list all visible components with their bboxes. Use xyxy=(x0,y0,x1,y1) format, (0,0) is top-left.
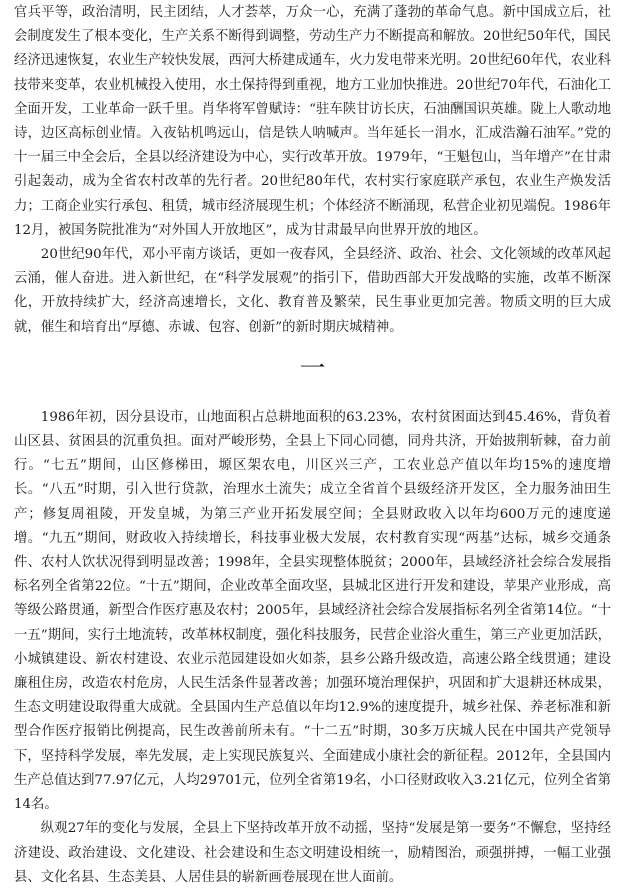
paragraph-1990s: 20世纪90年代，邓小平南方谈话，更如一夜春风，全县经济、政治、社会、文化领域的改革风起云涌，催人奋进。进入新世纪，在“科学发展观”的指引下，借助西部大开发战略的实施，改革不断深化，开放持续扩大，经济高速增长，文化、教育普及繁荣，民生事业更加完善。物质文明的巨大成就，催生和培育出“厚德、赤诚、包容、创新”的新时期庆城精神。 xyxy=(14,247,611,335)
paragraph-development-since-1986: 1986年初，因分县设市，山地面积占总耕地面积的63.23%，农村贫困面达到45.46%，背负着山区县、贫困县的沉重负担。面对严峻形势，全县上下同心同德，同舟共济，开始披荆斩棘，奋力前行。“七五”期间，山区修梯田，塬区架农电，川区兴三产，工农业总产值以年均15%的速度增长。“八五”时期，引入世行贷款，治理水土流失；成立全省首个县级经济开发区，全力服务油田生产；修复周祖陵，开发皇城，为第三产业开拓发展空间；全县财政收入以年均600万元的速度递增。“九五”期间，财政收入持续增长，科技事业极大发展，农村教育实现“两基”达标，城乡交通条件、农村人饮状况得到明显改善；1998年，全县实现整体脱贫；2000年，县域经济社会综合发展指标名列全省第22位。“十五”期间，企业改革全面攻坚，县城北区进行开发和建设，苹果产业形成，高等级公路贯通，新型合作医疗惠及农村；2005年，县域经济社会综合发展指标名列全省第14位。“十一五”期间，实行土地流转，改革林权制度，强化科技服务，民营企业浴火重生，第三产业更加活跃，小城镇建设、新农村建设、农业示范园建设如火如荼，县乡公路升级改造，高速公路全线贯通；建设廉租住房，改造农村危房，人民生活条件显著改善；加强环境治理保护，巩固和扩大退耕还林成果，生态文明建设取得重大成就。全县国内生产总值以年均12.9%的速度提升，城乡社保、养老标准和新型合作医疗报销比例提高，民生改善前所未有。“十二五”时期，30多万庆城人民在中国共产党领导下，坚持科学发展，率先发展，走上实现民族复兴、全面建成小康社会的新征程。2012年，全县国内生产总值达到77.97亿元，人均29701元，位列全省第19名，小口径财政收入3.21亿元，位列全省第14名。 xyxy=(14,409,611,813)
section-number-heading: 一 xyxy=(299,353,326,384)
section-history xyxy=(14,0,611,340)
paragraph-history-continued: 官兵平等，政治清明，民主团结，人才荟萃，万众一心，充满了蓬勃的革命气息。新中国成立后，社会制度发生了根本变化，生产关系不断得到调整，劳动生产力不断提高和解放。20世纪50年代，国民经济迅速恢复，农业生产较快发展，西河大桥建成通车，火力发电带来光明。20世纪60年代，农业科技带来变革，农业机械投入使用，水土保持得到重视，地方工业加快推进。20世纪70年代，石油化工全面开发，工业革命一跃千里。肖华将军曾赋诗：“驻车陕甘访长庆，石油酬国识英雄。陇上人歌动地诗，边区高标创业情。入夜钻机鸣远山，信是铁人呐喊声。当年延长一涓水，汇成浩瀚石油军。”党的十一届三中全会后，全县以经济建设为中心，实行改革开放。1979年，“王魁包山，当年增产”在甘肃引起轰动，成为全省农村改革的先行者。20世纪80年代，农村实行家庭联产承包，农业生产焕发活力；工商企业实行承包、租赁，城市经济展现生机；个体经济不断涌现，私营企业初见端倪。1986年12月，被国务院批准为“对外国人开放地区”，成为甘肃最早向世界开放的地区。 xyxy=(14,5,611,238)
section-development xyxy=(14,406,611,890)
paragraph-summary: 纵观27年的变化与发展，全县上下坚持改革开放不动摇，坚持“发展是第一要务”不懈怠，坚持经济建设、政治建设、文化建设、社会建设和生态文明建设相统一，励精图治，顽强拼搏，一幅工业强县、文化名县、生态美县、人居佳县的崭新画卷展现在世人面前。 xyxy=(14,821,611,885)
